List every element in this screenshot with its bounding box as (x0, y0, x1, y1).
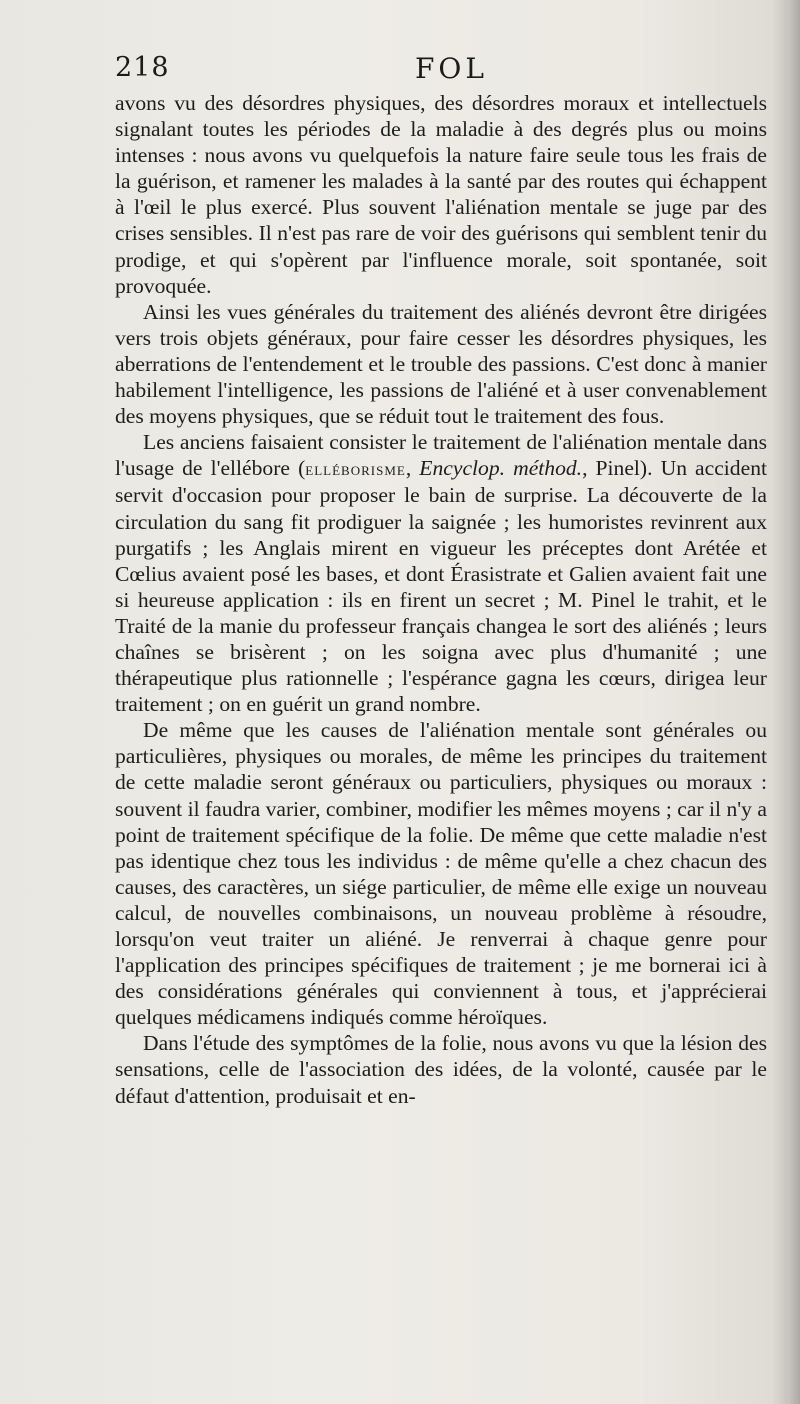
page-header (115, 52, 755, 88)
page-edge-shadow (772, 0, 800, 1404)
paragraph-3-smallcaps: elléborisme (305, 459, 406, 480)
paragraph-1: avons vu des désordres physiques, des désordres moraux et intellectuels signalant toutes les périodes de la maladie à des degrés plus ou moins intenses : nous avons vu quelquefois la nature faire seule tous les frais de la guérison, et ramener les malades à la santé par des routes qui échappent à l'œil le plus exercé. Plus souvent l'aliénation mentale se juge par des crises sensibles. Il n'est pas rare de voir des guérisons qui semblent tenir du prodige, et qui s'opèrent par l'influence morale, soit spontanée, soit provoquée. (115, 91, 767, 298)
body-text (115, 90, 767, 1109)
paragraph-5: Dans l'étude des symptômes de la folie, nous avons vu que la lésion des sensations, celle de l'association des idées, de la volonté, causée par le défaut d'attention, produisait et en- (115, 1031, 767, 1108)
paragraph-3-italic: Encyclop. méthod. (419, 456, 583, 481)
paragraph-3-text-c: , Pinel). Un accident servit d'occasion pour proposer le bain de surprise. La découverte de la circulation du sang fit prodiguer la saignée ; les humoristes revinrent aux purgatifs ; les Anglais mirent en vigueur les préceptes dont Arétée et Cœlius avaient posé les bases, et dont Érasistrate et Galien avaient fait une si heureuse application : ils en firent un secret ; M. Pinel le trahit, et le Traité de la manie du professeur français changea le sort des aliénés ; leurs chaînes se brisèrent ; on les soigna avec plus d'humanité ; une thérapeutique plus rationnelle ; l'espérance gagna les cœurs, dirigea leur traitement ; on en guérit un grand nombre. (115, 456, 767, 717)
paragraph-3-text-a: Les anciens faisaient consister le traitement de l'aliénation mentale dans l'usage de l'ellébore ( (115, 430, 767, 481)
paragraph-2: Ainsi les vues générales du traitement des aliénés devront être dirigées vers trois objets généraux, pour faire cesser les désordres physiques, les aberrations de l'entendement et le trouble des passions. C'est donc à manier habilement l'intelligence, les passions de l'aliéné et à user convenablement des moyens physiques, que se réduit tout le traitement des fous. (115, 299, 767, 429)
paragraph-4: De même que les causes de l'aliénation mentale sont générales ou particulières, physiques ou morales, de même les principes du traitement de cette maladie seront généraux ou particuliers, physiques ou moraux : souvent il faudra varier, combiner, modifier les mêmes moyens ; car il n'y a point de traitement spécifique de la folie. De même que cette maladie n'est pas identique chez tous les individus : de même qu'elle a chez chacun des causes, des caractères, un siége particulier, de même elle exige un nouveau calcul, de nouvelles combinaisons, un nouveau problème à résoudre, lorsqu'on veut traiter un aliéné. Je renverrai à chaque genre pour l'application des principes spécifiques de traitement ; je me bornerai ici à des considérations générales qui conviennent à tous, et j'apprécierai quelques médicamens indiqués comme héroïques. (115, 718, 767, 1030)
paragraph-3-text-b: , (405, 456, 420, 481)
page-number: 218 (115, 52, 170, 83)
running-head: FOL (415, 52, 488, 85)
paragraph-3 (115, 429, 767, 717)
